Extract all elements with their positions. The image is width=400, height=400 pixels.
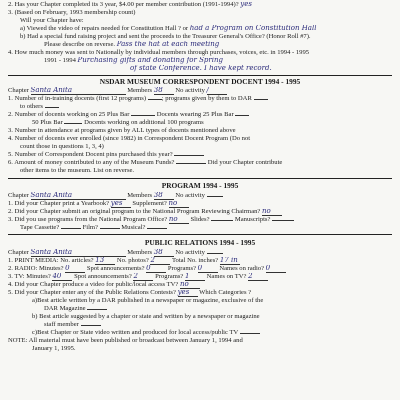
question-4-text: 4. How much money was sent to Nationally by individual members through purchases, voices, etc. in 1994 - 1995 (8, 49, 310, 56)
docent-q6b-text: Did your Chapter contribute (207, 159, 283, 166)
pr-section-title: PUBLIC RELATIONS 1994 - 1995 (144, 239, 256, 247)
members-value: 38 (154, 192, 174, 200)
chapter-label: Chapter (8, 192, 29, 199)
program-q3-answer: no (169, 216, 189, 224)
question-4-answer-cont (130, 65, 400, 72)
pr-category-a-line (44, 305, 400, 312)
program-q1-text: 1. Did your Chapter print a Yearbook? (8, 200, 110, 207)
pr-q2b-text: Spot announcements? (86, 265, 145, 272)
question-3a-text: a) Viewed the video of repairs needed for Constitution Hall ? or (20, 25, 189, 32)
docent-q1-blank (148, 99, 162, 100)
docent-q1c-blank (45, 107, 59, 108)
pr-q1b-text: No. photos? (116, 257, 149, 264)
docent-q1c-line (20, 103, 400, 110)
docent-q1-text: 1. Number of in-training docents (first 12 programs) (8, 95, 147, 102)
members-label: Members (127, 192, 153, 199)
pr-category-c-line (32, 329, 400, 336)
docent-q5-blank (174, 155, 204, 156)
program-q3-text: 3. Did you use programs from the National Program Office? (8, 216, 168, 223)
question-4-answer-2: of state Conference. I have kept record. (130, 65, 272, 72)
docent-section-title: NSDAR MUSEUM CORRESPONDENT DOCENT 1994 - 1995 (99, 78, 301, 86)
docent-q4-text: 4. Number of docents ever enrolled (since 1982) in Correspondent Docent Program (Do not (8, 135, 251, 142)
program-q1-answer: yes (111, 200, 131, 208)
docent-q2-line (8, 111, 400, 118)
members-value: 38 (154, 249, 174, 257)
section-divider (8, 178, 392, 179)
program-q3c-blank (272, 220, 294, 221)
program-q3c-text: Manuscripts? (234, 216, 271, 223)
members-label: Members (127, 249, 153, 256)
docent-q6c-text: other items to the museum. List on reverse. (20, 167, 135, 174)
docent-q6-blank (176, 163, 206, 164)
question-4-answer: Purchasing gifts and donating for Spring (77, 57, 223, 64)
pr-q5-text: 5. Did your Chapter enter any of the Public Relations Contests? (8, 289, 176, 296)
docent-q2-blank (131, 115, 155, 116)
chapter-label: Chapter (8, 87, 29, 94)
docent-q2d-text: Docents working on additional 100 programs (84, 119, 204, 126)
pr-q3b-text: Spot announcements? (74, 273, 132, 280)
no-activity-label: No activity (175, 87, 205, 94)
pr-q1-answer: 13 (95, 257, 115, 265)
pr-category-c-blank (240, 333, 260, 334)
docent-q6-line (8, 159, 400, 166)
question-2-answer: yes (240, 1, 252, 8)
question-4-answer-line (44, 57, 400, 64)
pr-q2c-answer: 0 (198, 265, 218, 273)
program-q2-text: 2. Did your Chapter submit an original program to the National Program Reviewing Chairman? (8, 208, 261, 215)
chapter-value: Santa Anita (31, 87, 126, 95)
docent-q2c-line (32, 119, 400, 126)
pr-q1c-answer: 17 in (220, 257, 240, 265)
docent-q1-line: 1. Number of in-training docents (first 12 programs) ; programs given by them to DAR (8, 95, 400, 102)
describe-line (44, 41, 400, 48)
pr-q1-text: 1. PRINT MEDIA: No. articles? (8, 257, 94, 264)
pr-q3b-answer: 2 (133, 273, 153, 281)
pr-category-a-text: a)Best article written by a DAR published in a newspaper or magazine, exclusive of the (32, 297, 264, 304)
pr-category-b-line (44, 321, 400, 328)
program-q2-answer: no (262, 208, 282, 216)
pr-q3-text: 3. TV: Minutes? (8, 273, 51, 280)
docent-q5-line (8, 151, 400, 158)
pr-category-a2-text: DAR Magazine (44, 305, 86, 312)
pr-q1b-answer: 2 (150, 257, 170, 265)
docent-q1c-text: to others (20, 103, 43, 110)
pr-q1c-text: Total No. inches? (171, 257, 219, 264)
pr-q4-answer: no (180, 281, 200, 289)
docent-q1b-text: programs given by them to DAR (165, 95, 252, 102)
pr-category-a-blank (87, 309, 107, 310)
program-q4b-text: Film? (82, 224, 98, 231)
program-q4c-text: Musical? (121, 224, 146, 231)
pr-q4-text: 4. Did your Chapter produce a video for public/local access TV? (8, 281, 179, 288)
question-2-line (8, 1, 400, 8)
docent-q4b-text: count those in questions 1, 3, 4) (20, 143, 104, 150)
question-4-years: 1991 - 1994 (44, 57, 76, 64)
describe-text: Please describe on reverse. (44, 41, 116, 48)
pr-note-text-2: January 1, 1995. (32, 345, 76, 352)
question-3-text: 3. (Based on February, 1993 membership count) (8, 9, 136, 16)
program-q4-text: Tape Cassette? (20, 224, 60, 231)
pr-category-b-text: b) Best article suggested by a chapter or state and written by a newspaper or magazine (32, 313, 260, 320)
docent-q3-text: 3. Number in attendance at programs given by ALL types of docents mentioned above (8, 127, 236, 134)
program-q1b-text: Supplement? (132, 200, 167, 207)
docent-q1b-blank (254, 99, 268, 100)
pr-q5-answer: yes (178, 289, 198, 297)
pr-q5b-text: Which Categories ? (199, 289, 252, 296)
pr-q3c-text: Programs? (155, 273, 184, 280)
section-divider (8, 75, 392, 76)
describe-answer: Pass the hat at each meeting (116, 41, 220, 48)
pr-category-b-blank (81, 325, 101, 326)
pr-q2-answer: 0 (65, 265, 85, 273)
docent-q2-text: 2. Number of docents working on 25 Plus Bar (8, 111, 130, 118)
docent-q2b-blank (235, 115, 249, 116)
chapter-value: Santa Anita (31, 192, 126, 200)
program-section-title: PROGRAM 1994 - 1995 (161, 182, 239, 190)
members-label: Members (127, 87, 153, 94)
pr-q3c-answer: 1 (185, 273, 205, 281)
docent-q5-text: 5. Number of Correspondent Docent pins purchased this year? (8, 151, 173, 158)
section-divider (8, 234, 392, 235)
no-activity-value: / (207, 87, 227, 95)
pr-q2-text: 2. RADIO: Minutes? (8, 265, 64, 272)
docent-q2c-blank (64, 123, 82, 124)
question-3b-text: b) Had a special fund raising project and sent the proceeds to the Treasurer General's Office? (Honor Roll #7). (20, 33, 311, 40)
pr-category-c-text: c)Best Chapter or State video written and produced for local access/public TV (32, 329, 239, 336)
pr-category-b2-text: staff member (44, 321, 79, 328)
chapter-value: Santa Anita (31, 249, 126, 257)
program-q4b-blank (100, 228, 120, 229)
will-your-chapter-text: Will your Chapter have: (20, 17, 84, 24)
question-2-text: 2. Has your Chapter completed its 3 year, $4.00 per member contribution (1991-1994)? (8, 1, 239, 8)
chapter-label: Chapter (8, 249, 29, 256)
pr-q3-answer: 40 (52, 273, 72, 281)
program-q4-line (20, 224, 400, 231)
program-q4-blank (61, 228, 81, 229)
program-q3b-blank (211, 220, 233, 221)
members-value: 38 (154, 87, 174, 95)
docent-q6-text: 6. Amount of money contributed to any of the Museum Funds? (8, 159, 175, 166)
no-activity-label: No activity (175, 192, 205, 199)
no-activity-label: No activity (175, 249, 205, 256)
pr-note-text: NOTE: All material must have been published or broadcast between January 1, 1994 and (8, 337, 243, 344)
program-q1b-answer: no (169, 200, 189, 208)
no-activity-blank (207, 196, 223, 197)
pr-q3d-text: Names on TV? (206, 273, 247, 280)
no-activity-blank (207, 253, 223, 254)
pr-q3d-answer: 2 (248, 273, 268, 281)
docent-q2c-text: 50 Plus Bar (32, 119, 63, 126)
pr-q2b-answer: 0 (146, 265, 166, 273)
docent-q2b-text: Docents wearing 25 Plus Bar (156, 111, 234, 118)
question-3a-line (20, 25, 400, 32)
program-q3b-text: Slides? (190, 216, 210, 223)
pr-q2d-text: Names on radio? (219, 265, 265, 272)
program-q4c-blank (147, 228, 167, 229)
pr-q2d-answer: 0 (266, 265, 286, 273)
question-3a-answer: had a Program on Constitution Hall (189, 25, 317, 32)
pr-q2c-text: Programs? (167, 265, 197, 272)
